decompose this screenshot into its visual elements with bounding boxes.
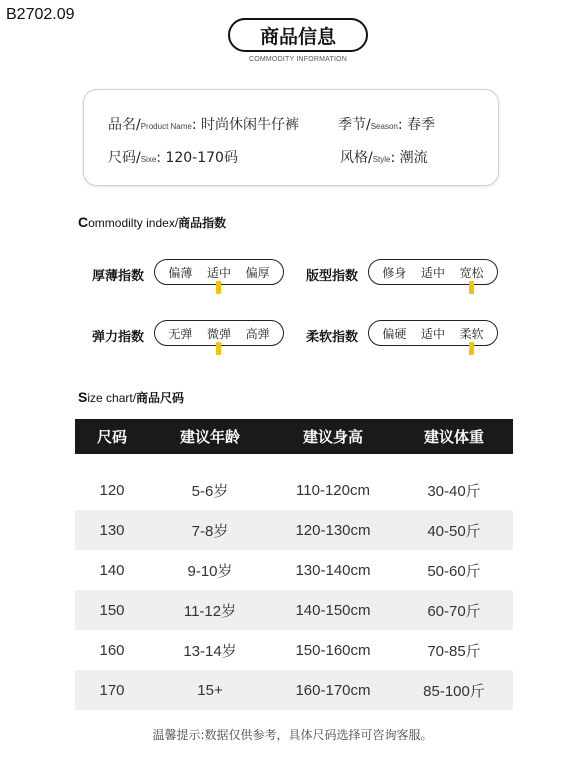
- table-row: [75, 470, 513, 510]
- table-cell: 15+: [197, 681, 223, 699]
- table-cell: 7-8岁: [191, 522, 229, 540]
- index-option: 宽松: [459, 265, 484, 280]
- table-row: [75, 670, 513, 710]
- table-cell: 40-50斤: [427, 522, 481, 540]
- table-cell: 110-120cm: [296, 481, 370, 499]
- index-option: 偏厚: [245, 265, 270, 280]
- reference-note: 温馨提示:数据仅供参考，具体尺码选择可咨询客服。: [152, 728, 433, 742]
- table-row: [75, 590, 513, 630]
- style-label-en: Style: [372, 155, 391, 164]
- table-cell: 130: [99, 521, 125, 539]
- table-row: [75, 550, 513, 590]
- table-cell: 120-130cm: [295, 521, 371, 539]
- size-field: [108, 147, 238, 167]
- elasticity-selected-marker: [216, 342, 221, 355]
- table-cell: 150-160cm: [295, 641, 371, 659]
- style-field: [340, 147, 428, 167]
- fit-index-label: 版型指数: [306, 269, 359, 284]
- table-cell: 11-12岁: [183, 602, 237, 620]
- product-info-box: [83, 89, 499, 186]
- style-label: 风格/: [340, 150, 373, 166]
- season-label: 季节/: [338, 117, 371, 133]
- table-cell: 150: [99, 601, 125, 619]
- table-cell: 50-60斤: [427, 562, 481, 580]
- elasticity-index-label: 弹力指数: [92, 330, 145, 345]
- size-value: : 120-170码: [156, 150, 238, 166]
- season-label-en: Season: [370, 122, 398, 131]
- table-cell: 130-140cm: [295, 561, 371, 579]
- table-header-size: 尺码: [96, 428, 127, 446]
- season-field: [338, 114, 435, 134]
- table-cell: 160-170cm: [295, 681, 371, 699]
- softness-selected-marker: [469, 342, 474, 355]
- size-label: 尺码/: [108, 150, 141, 166]
- table-cell: 9-10岁: [187, 562, 233, 580]
- table-cell: 5-6岁: [191, 482, 229, 500]
- product-name-label: 品名/: [108, 117, 141, 133]
- product-name-value: : 时尚休闲牛仔裤: [191, 117, 300, 133]
- product-name-label-en: Product Name: [140, 122, 192, 131]
- table-cell: 70-85斤: [427, 642, 481, 660]
- fit-index-scale: [368, 259, 498, 285]
- index-option: 偏硬: [382, 326, 407, 341]
- table-cell: 13-14岁: [183, 642, 237, 660]
- product-code: B2702.09: [6, 6, 75, 23]
- index-option: 高弹: [245, 326, 270, 341]
- thickness-selected-marker: [216, 281, 221, 294]
- table-cell: 120: [99, 481, 125, 499]
- product-name-field: [108, 114, 299, 134]
- table-header-row: [75, 419, 513, 454]
- softness-index-label: 柔软指数: [306, 330, 359, 345]
- index-section-heading: Commodilty index/商品指数: [78, 214, 227, 230]
- index-option: 微弹: [206, 326, 231, 341]
- season-value: : 春季: [397, 117, 436, 133]
- index-option: 柔软: [459, 326, 484, 341]
- page-title: 商品信息: [228, 18, 368, 52]
- table-cell: 30-40斤: [427, 482, 481, 500]
- table-header-weight: 建议体重: [423, 428, 484, 446]
- softness-index-scale: [368, 320, 498, 346]
- size-section-heading: Size chart/商品尺码: [78, 389, 185, 405]
- table-cell: 140-150cm: [295, 601, 371, 619]
- table-cell: 85-100斤: [423, 682, 485, 700]
- table-cell: 140: [99, 561, 125, 579]
- thickness-index-label: 厚薄指数: [92, 269, 145, 284]
- style-value: : 潮流: [390, 150, 428, 166]
- table-row: [75, 630, 513, 670]
- fit-selected-marker: [469, 281, 474, 294]
- index-option: 适中: [420, 265, 445, 280]
- index-option: 修身: [382, 265, 407, 280]
- table-cell: 60-70斤: [427, 602, 481, 620]
- table-cell: 160: [99, 641, 125, 659]
- table-cell: 170: [99, 681, 125, 699]
- table-header-age: 建议年龄: [179, 428, 240, 446]
- index-option: 适中: [420, 326, 445, 341]
- index-option: 偏薄: [168, 265, 193, 280]
- index-option: 无弹: [168, 326, 193, 341]
- size-label-en: Sixe: [140, 155, 157, 164]
- table-header-height: 建议身高: [302, 428, 363, 446]
- page-subtitle: COMMODITY INFORMATION: [248, 56, 348, 63]
- table-row: [75, 510, 513, 550]
- size-chart-table: [75, 419, 513, 710]
- index-option: 适中: [206, 265, 231, 280]
